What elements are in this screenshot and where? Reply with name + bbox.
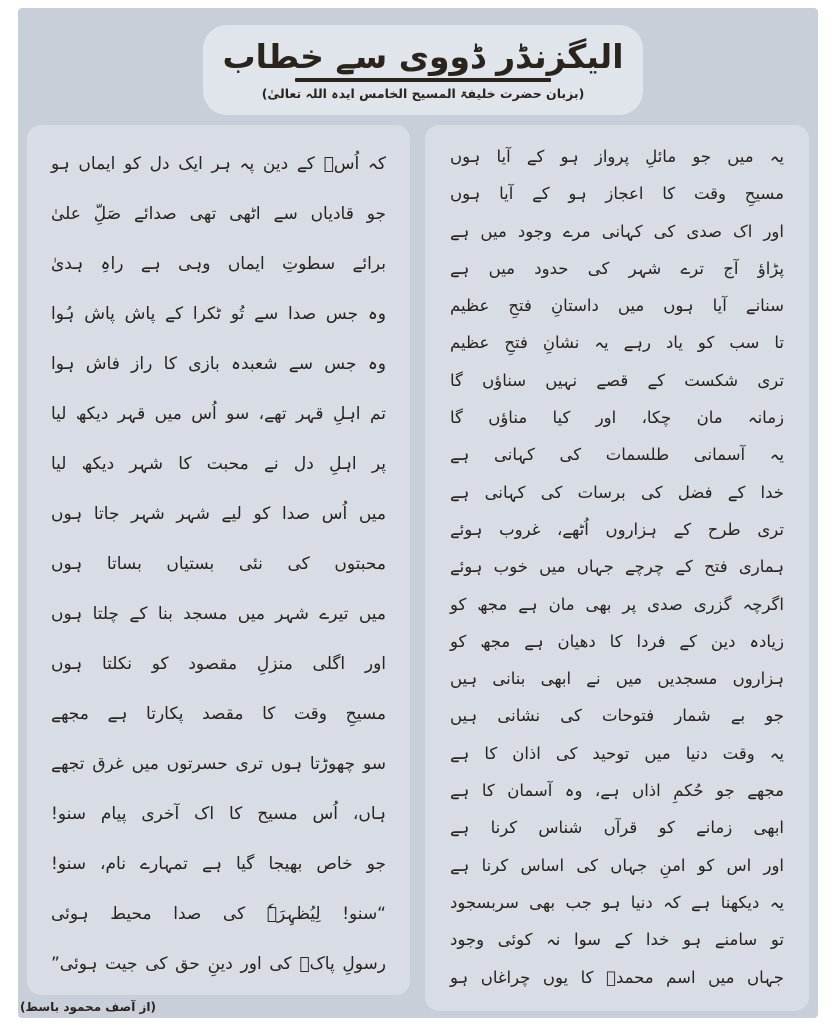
poem-line: تو سامنے ہو خدا کے سوا نہ کوئی وجود: [450, 930, 784, 950]
poem-line: جو بے شمار فتوحات کی نشانی ہیں: [450, 706, 784, 726]
poem-line: یہ آسمانی طلسمات کی کہانی ہے: [450, 445, 784, 465]
poem-line: “سنو! لِیُظہِرَہٗ کی صدا محیط ہوئی: [51, 904, 386, 924]
poem-line: مسیحِ وقت کا اعجاز ہو کے آیا ہوں: [450, 184, 784, 204]
poem-line: ہماری فتح کے چرچے جہاں میں خوب ہوئے: [450, 557, 784, 577]
poem-line: پر اہلِ دل نے محبت کا شہر دیکھ لیا: [51, 454, 386, 474]
poem-line: ابھی زمانے کو قرآں شناس کرنا ہے: [450, 818, 784, 838]
poem-line: یہ دیکھنا ہے کہ دنیا ہو جب بھی سربسجود: [450, 892, 784, 912]
poem-line: جہاں میں اسم محمدؐ کا یوں چراغاں ہو: [450, 967, 784, 987]
poem-line: جو خاص بھیجا گیا ہے تمہارے نام، سنو!: [51, 854, 386, 874]
poem-line: پڑاؤ آج ترے شہر کی حدود میں ہے: [450, 258, 784, 278]
poem-line: خدا کے فضل کی برسات کی کہانی ہے: [450, 482, 784, 502]
poem-line: محبتوں کی نئی بستیاں بساتا ہوں: [51, 554, 386, 574]
title-box: [203, 25, 643, 115]
poem-line: اور اک صدی کی کہانی مرے وجود میں ہے: [450, 221, 784, 241]
poem-line: مسیحِ وقت کا مقصد پکارتا ہے مجھے: [51, 704, 386, 724]
poem-line: میں اُس صدا کو لیے شہر شہر جاتا ہوں: [51, 504, 386, 524]
poem-line: جو قادیاں سے اٹھی تھی صدائے صَلِّ علیٰ: [51, 204, 386, 224]
poem-line: تری شکست کے قصے نہیں سناؤں گا: [450, 370, 784, 390]
poem-line: سو چھوڑتا ہوں تری حسرتوں میں غرق تجھے: [51, 754, 386, 774]
poem-line: کہ اُسؑ کے دین پہ ہر ایک دل کو ایماں ہو: [51, 154, 386, 174]
poem-line: اور اگلی منزلِ مقصود کو نکلتا ہوں: [51, 654, 386, 674]
poem-line: سنانے آیا ہوں میں داستانِ فتحِ عظیم: [450, 296, 784, 316]
poem-line: زیادہ دین کے فردا کا دھیان ہے مجھ کو: [450, 631, 784, 651]
poem-line: زمانہ مان چکا، اور کیا مناؤں گا: [450, 408, 784, 428]
poem-column-left: [27, 125, 410, 995]
poem-columns: [27, 125, 809, 1011]
poem-line: میں تیرے شہر میں مسجد بنا کے چلتا ہوں: [51, 604, 386, 624]
poem-line: رسولِ پاکؐ کی اور دینِ حق کی جیت ہوئی”: [51, 954, 386, 974]
poem-column-right: [425, 125, 809, 1011]
poem-line: وہ جس صدا سے تُو ٹکرا کے پاش پاش ہُوا: [51, 304, 386, 324]
poem-line: اگرچہ گزری صدی پر بھی مان ہے مجھ کو: [450, 594, 784, 614]
poem-line: تم اہلِ قہر تھے، سو اُس میں قہر دیکھ لیا: [51, 404, 386, 424]
poem-line: ہاں، اُس مسیح کا اک آخری پیام سنو!: [51, 804, 386, 824]
poem-page: [18, 8, 818, 1018]
poem-line: برائے سطوتِ ایماں وہی ہے راہِ ہدیٰ: [51, 254, 386, 274]
title-rule: [295, 78, 551, 82]
poem-line: تا سب کو یاد رہے یہ نشانِ فتحِ عظیم: [450, 333, 784, 353]
poem-line: یہ وقت دنیا میں توحید کی اذان کا ہے: [450, 743, 784, 763]
poem-line: ہزاروں مسجدیں میں نے ابھی بنانی ہیں: [450, 669, 784, 689]
poem-line: وہ جس سے شعبدہ بازی کا راز فاش ہوا: [51, 354, 386, 374]
page-title: الیگزنڈر ڈووی سے خطاب: [222, 36, 624, 76]
page-subtitle: (بزبان حضرت خلیفۃ المسیح الخامس ایدہ اللہ تعالیٰ): [261, 86, 585, 102]
poem-line: اور اس کو امنِ جہاں کی اساس کرنا ہے: [450, 855, 784, 875]
author-credit: (از آصف محمود باسط): [20, 1000, 156, 1014]
poem-line: مجھے جو حُکمِ اذاں ہے، وہ آسمان کا ہے: [450, 781, 784, 801]
poem-line: تری طرح کے ہزاروں اُٹھے، غروب ہوئے: [450, 519, 784, 539]
poem-line: یہ میں جو مائلِ پرواز ہو کے آیا ہوں: [450, 147, 784, 166]
